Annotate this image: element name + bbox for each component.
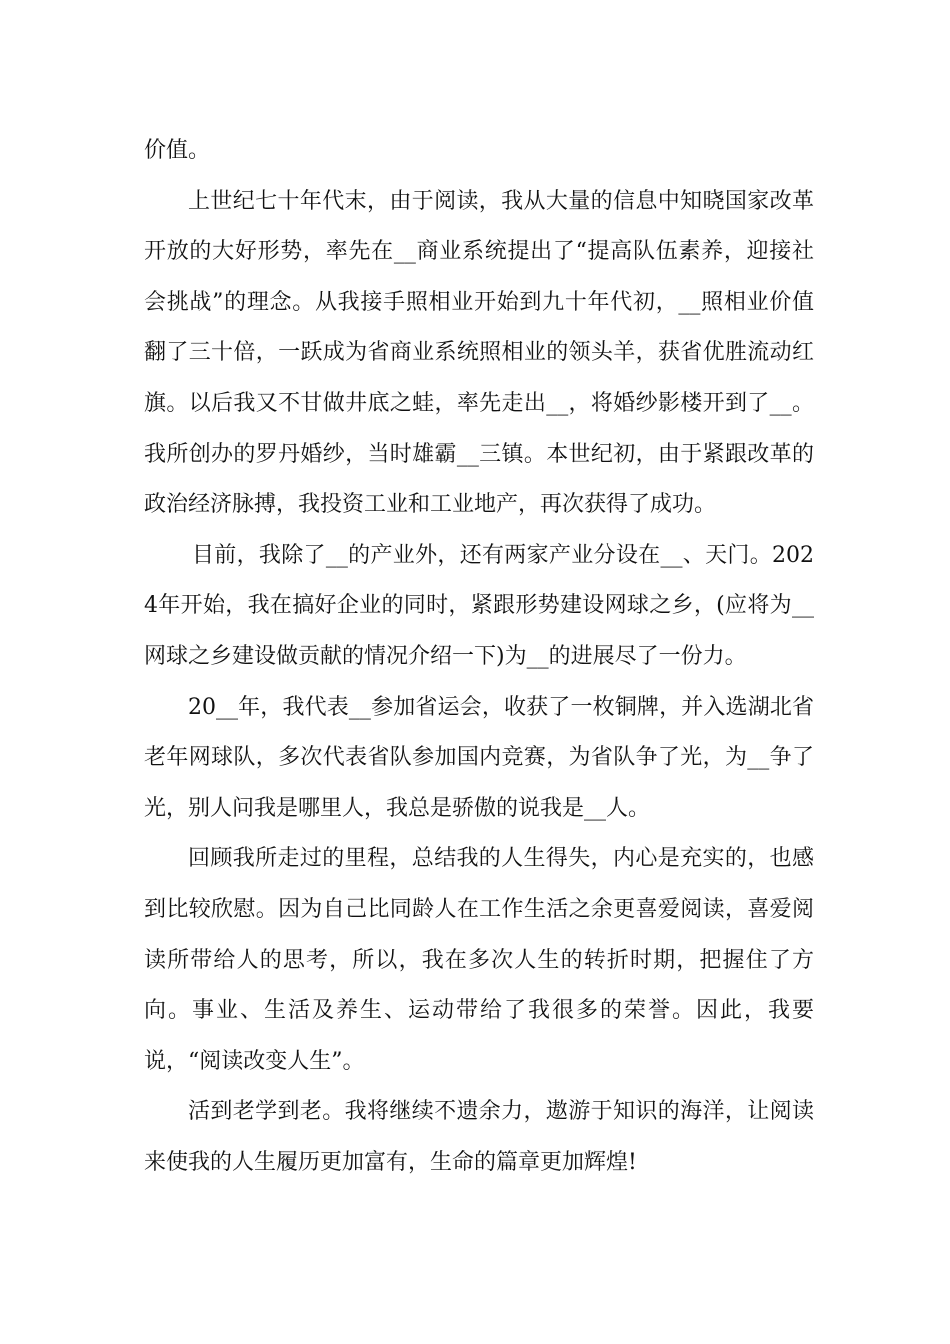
paragraph-current-business: 目前，我除了__的产业外，还有两家产业分设在__、天门。2024年开始，我在搞好企业的同时，紧跟形势建设网球之乡，(应将为__网球之乡建设做贡献的情况介绍一下)为__的进展尽了一份力。 bbox=[144, 542, 814, 669]
paragraph-tennis: 20__年，我代表__参加省运会，收获了一枚铜牌，并入选湖北省老年网球队，多次代表省队参加国内竞赛，为省队争了光，为__争了光，别人问我是哪里人，我总是骄傲的说我是__人。 bbox=[144, 694, 814, 821]
paragraph-reflection: 回顾我所走过的里程，总结我的人生得失，内心是充实的，也感到比较欣慰。因为自己比同龄人在工作生活之余更喜爱阅读，喜爱阅读所带给人的思考，所以，我在多次人生的转折时期，把握住了方向。事业、生活及养生、运动带给了我很多的荣誉。因此，我要说，“阅读改变人生”。 bbox=[144, 846, 814, 1074]
paragraph-lifelong-learning: 活到老学到老。我将继续不遗余力，遨游于知识的海洋，让阅读来使我的人生履历更加富有，生命的篇章更加辉煌! bbox=[144, 1099, 814, 1175]
paragraph-continuation: 价值。 bbox=[144, 138, 211, 163]
paragraph-reform-era: 上世纪七十年代末，由于阅读，我从大量的信息中知晓国家改革开放的大好形势，率先在__商业系统提出了“提高队伍素养，迎接社会挑战”的理念。从我接手照相业开始到九十年代初，__照相业价值翻了三十倍，一跃成为省商业系统照相业的领头羊，获省优胜流动红旗。以后我又不甘做井底之蛙，率先走出__，将婚纱影楼开到了__。我所创办的罗丹婚纱，当时雄霸__三镇。本世纪初，由于紧跟改革的政治经济脉搏，我投资工业和工业地产，再次获得了成功。 bbox=[144, 188, 814, 518]
body-text bbox=[144, 126, 814, 1188]
